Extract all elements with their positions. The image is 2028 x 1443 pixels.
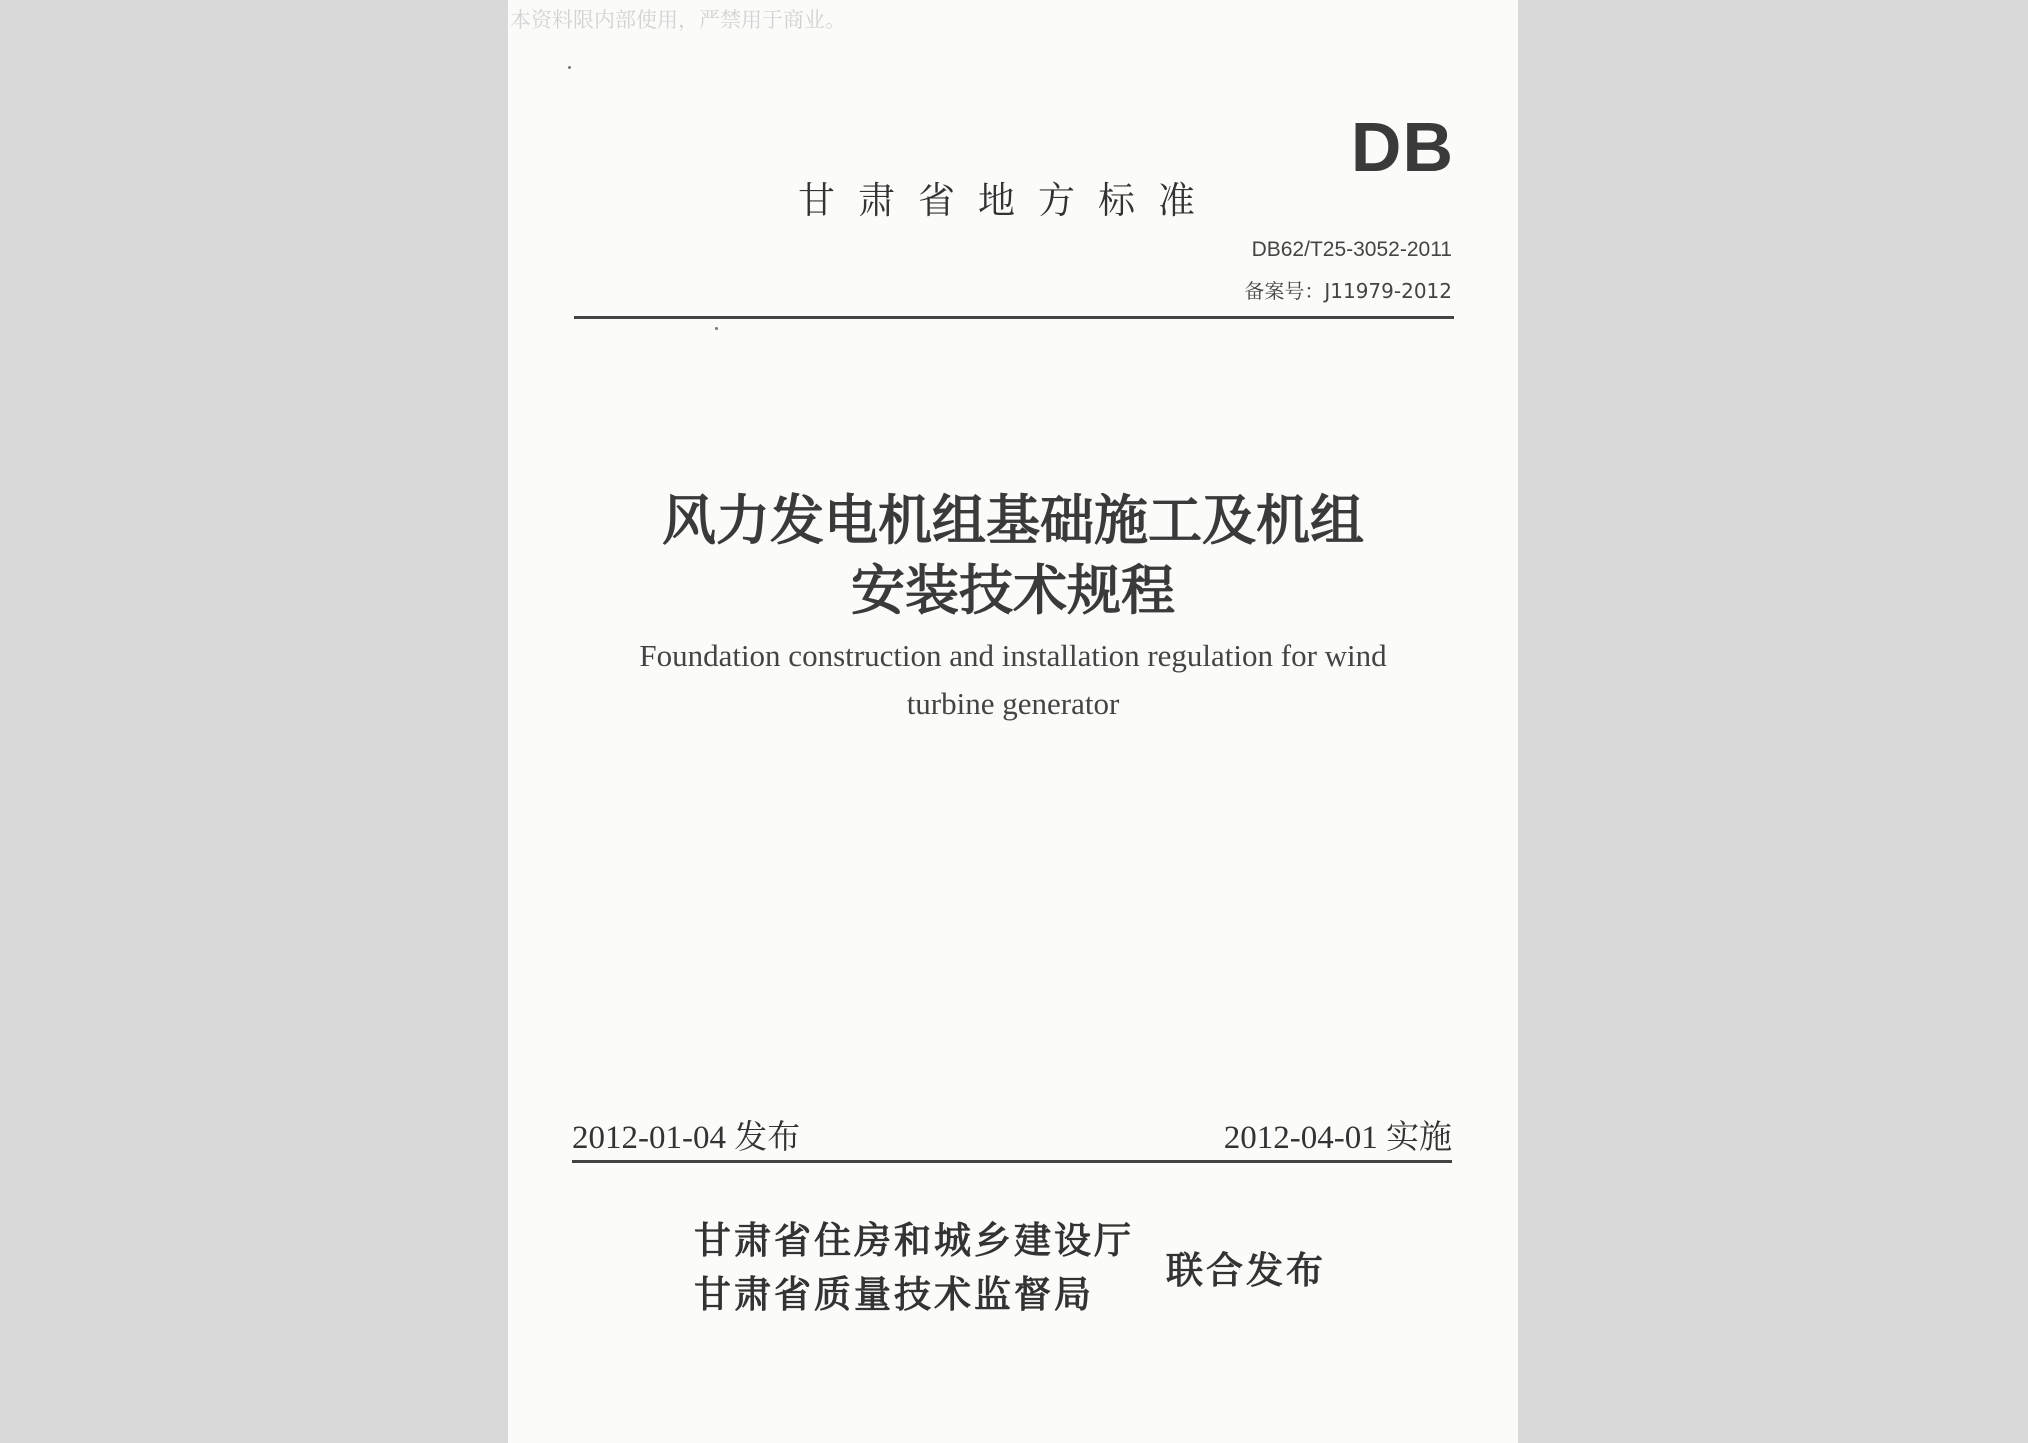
filing-number: 备案号：J11979-2012 — [1244, 279, 1452, 303]
scan-speck — [715, 327, 718, 330]
db-mark: DB — [1350, 108, 1454, 186]
issuer-housing-department: 甘肃省住房和城乡建设厅 — [694, 1219, 1134, 1262]
bottom-divider — [572, 1160, 1452, 1163]
implementation-date: 2012-04-01 实施 — [1223, 1120, 1452, 1156]
english-title-line1: Foundation construction and installation regulation for wind — [639, 638, 1387, 673]
document-page — [508, 0, 1518, 1443]
watermark-text: 本资料限内部使用，严禁用于商业。 — [510, 8, 846, 32]
publish-date: 2012-01-04 发布 — [572, 1120, 801, 1156]
top-divider — [574, 316, 1454, 319]
english-title-line2: turbine generator — [906, 686, 1120, 721]
joint-release-label: 联合发布 — [1166, 1249, 1326, 1292]
chinese-title-line1: 风力发电机组基础施工及机组 — [662, 488, 1364, 552]
scan-speck — [568, 66, 571, 69]
issuer-quality-bureau: 甘肃省质量技术监督局 — [694, 1273, 1094, 1316]
standard-code: DB62/T25-3052-2011 — [1251, 238, 1452, 261]
chinese-title-line2: 安装技术规程 — [851, 558, 1175, 622]
standard-category-title: 甘肃省地方标准 — [798, 179, 1218, 222]
